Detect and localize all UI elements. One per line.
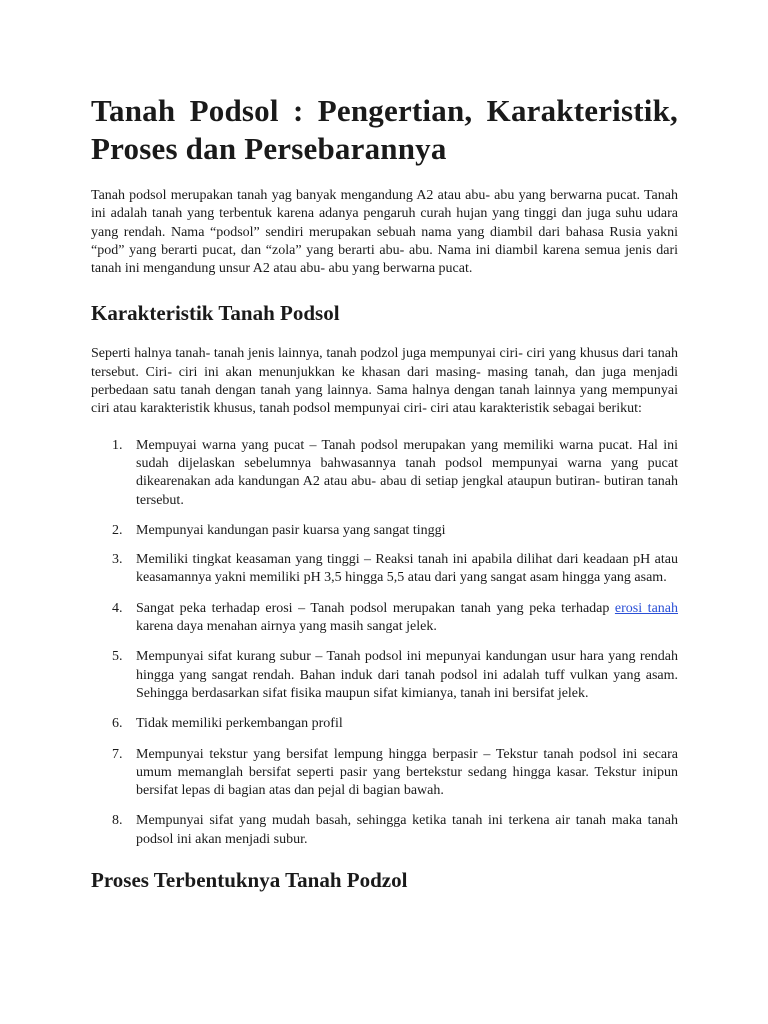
intro-paragraph: Tanah podsol merupakan tanah yag banyak mengandung A2 atau abu- abu yang berwarna pucat. Tanah ini adalah tanah yang terbentuk karena adanya pengaruh curah hujan yang tinggi dan juga suhu udara yang rendah. Nama “podsol” sendiri merupakan sebuah nama yang diambil dari bahasa Rusia yakni “pod” yang berarti pucat, dan “zola” yang berarti abu- abu. Nama ini diambil karena semua jenis dari tanah ini mengandung unsur A2 atau abu- abu yang berwarna pucat. (91, 188, 678, 277)
page-title (91, 92, 678, 168)
erosi-tanah-link[interactable]: erosi tanah (614, 600, 678, 616)
list-item (112, 600, 678, 637)
list-item (112, 551, 678, 588)
list-item-text: Mempunyai sifat yang mudah basah, sehingga ketika tanah ini terkena air tanah maka tanah podsol ini akan menjadi subur. (136, 813, 678, 847)
list-item-text: Mempunyai kandungan pasir kuarsa yang sangat tinggi (136, 522, 446, 538)
list-number: 7. (112, 746, 123, 762)
section-heading-proses: Proses Terbentuknya Tanah Podzol (91, 868, 408, 893)
list-item (112, 522, 678, 540)
list-item (112, 437, 678, 510)
list-number: 4. (112, 600, 123, 616)
list-number: 1. (112, 437, 123, 453)
list-number: 8. (112, 813, 123, 829)
list-item (112, 746, 678, 801)
list-item-text-after: karena daya menahan airnya yang masih sangat jelek. (136, 619, 437, 635)
list-item-text: Mempunyai tekstur yang bersifat lempung hingga berpasir – Tekstur tanah podsol ini secara umum memanglah bersifat seperti pasir yang bertekstur sedang hingga kasar. Tekstur inipun bersifat lepas di bagian atas dan pejal di bagian bawah. (136, 746, 678, 799)
list-item-text: Memiliki tingkat keasaman yang tinggi – Reaksi tanah ini apabila dilihat dari keadaan pH atau keasamannya yakni memiliki pH 3,5 hingga 5,5 atau dari yang sangat asam hingga yang asam. (136, 552, 678, 586)
title-line-1: Tanah Podsol : Pengertian, Karakteristik, (91, 93, 678, 128)
list-number: 5. (112, 649, 123, 665)
title-line-2: Proses dan Persebarannya (91, 131, 447, 166)
list-item (112, 812, 678, 849)
list-number: 3. (112, 552, 123, 568)
section-heading-karakteristik: Karakteristik Tanah Podsol (91, 301, 340, 326)
list-item-text: Mempuyai warna yang pucat – Tanah podsol merupakan yang memiliki warna pucat. Hal ini sudah dijelaskan sebelumnya bahwasannya tanah podsol mempunyai warna yang pucat dikearenakan ada kandungan A2 atau abu- abau di setiap jengkal ataupun butiran- butiran tanah tersebut. (136, 437, 678, 508)
characteristics-list (91, 437, 678, 849)
list-number: 6. (112, 716, 123, 732)
list-item-text: Tidak memiliki perkembangan profil (136, 716, 343, 732)
list-item-text: Mempunyai sifat kurang subur – Tanah podsol ini mepunyai kandungan usur hara yang rendah hingga yang sangat rendah. Bahan induk dari tanah podsol ini adalah tuff vulkan yang asam. Sehingga berdasarkan sifat fisika maupun sifat kimianya, tanah ini bersifat jelek. (136, 649, 678, 701)
list-number: 2. (112, 522, 123, 538)
list-item-text-before: Sangat peka terhadap erosi – Tanah podsol merupakan tanah yang peka terhadap (136, 600, 615, 616)
list-item (112, 648, 678, 703)
karakteristik-paragraph: Seperti halnya tanah- tanah jenis lainnya, tanah podzol juga mempunyai ciri- ciri yang khusus dari tanah tersebut. Ciri- ciri ini akan menunjukkan ke khasan dari masing- masing tanah, dan juga menjadi perbedaan satu tanah dengan tanah yang lainnya. Sama halnya dengan tanah lainnya yang mempunyai ciri atau karakteristik khusus, tanah podsol mempunyai ciri- ciri atau karakteristik sebagai berikut: (91, 346, 678, 417)
list-item (112, 715, 678, 733)
